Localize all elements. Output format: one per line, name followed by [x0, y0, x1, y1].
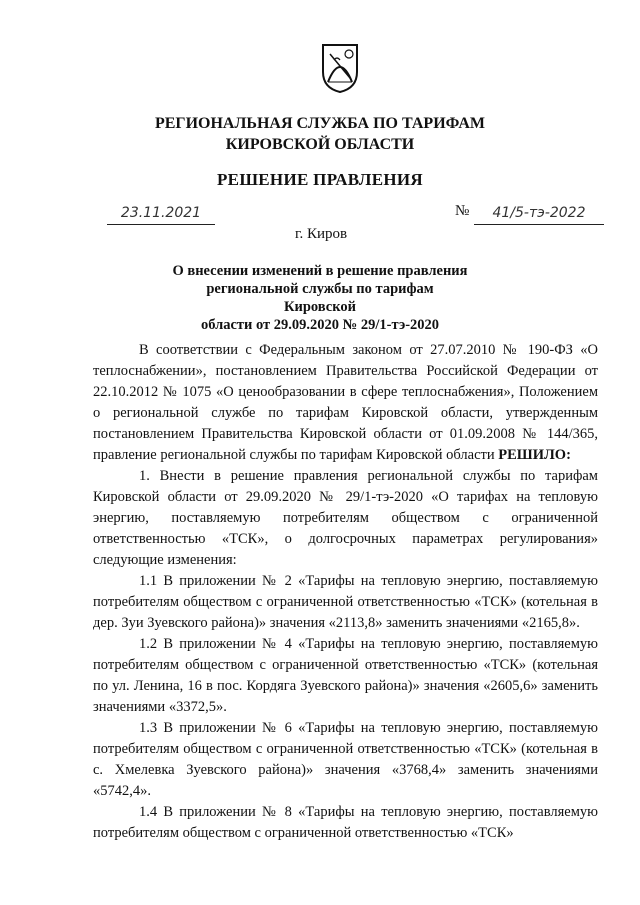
- coat-of-arms-icon: [320, 42, 360, 94]
- clause-1-3: 1.3 В приложении № 6 «Тарифы на тепловую энергию, поставляемую потребителям обществом с ограниченной ответственностью «ТСК» (котельная в с. Хмелевка Зуевского района)» значения «3768,4» заменить значениями «5742,4».: [93, 720, 598, 799]
- document-date: 23.11.2021: [107, 204, 215, 225]
- subject-line-3: области от 29.09.2020 № 29/1-тэ-2020: [200, 317, 440, 333]
- org-line-1: РЕГИОНАЛЬНАЯ СЛУЖБА ПО ТАРИФАМ: [154, 115, 486, 132]
- clause-1-4: 1.4 В приложении № 8 «Тарифы на тепловую энергию, поставляемую потребителям обществом с ограниченной ответственностью «ТСК»: [93, 804, 598, 841]
- subject-line-2: региональной службы по тарифам Кировской: [206, 281, 434, 315]
- document-title: РЕШЕНИЕ ПРАВЛЕНИЯ: [217, 170, 423, 189]
- org-line-2: КИРОВСКОЙ ОБЛАСТИ: [225, 136, 415, 153]
- preamble-text: В соответствии с Федеральным законом от 27.07.2010 № 190-ФЗ «О теплоснабжении», постановлением Правительства Российской Федерации от 22.10.2012 № 1075 «О ценообразовании в сфере теплоснабжения», Положением о региональной службе по тарифам Кировской области, утвержденным постановлением Правительства Кировской области от 01.09.2008 № 144/365, правление региональной службы по тарифам Кировской области: [93, 342, 598, 463]
- organization-name: [150, 113, 490, 155]
- document-body: [93, 340, 598, 844]
- document-number: 41/5-тэ-2022: [474, 204, 604, 225]
- city: г. Киров: [295, 226, 348, 242]
- subject-heading: [170, 262, 470, 334]
- clause-1: 1. Внести в решение правления региональной службы по тарифам Кировской области от 29.09.2020 № 29/1-тэ-2020 «О тарифах на тепловую энергию, поставляемую потребителям обществом с ограниченной ответственностью «ТСК», о долгосрочных параметрах регулирования» следующие изменения:: [93, 468, 598, 568]
- resolved-keyword: РЕШИЛО:: [498, 447, 571, 463]
- number-label: №: [455, 203, 470, 219]
- subject-line-1: О внесении изменений в решение правления: [172, 263, 468, 279]
- clause-1-1: 1.1 В приложении № 2 «Тарифы на тепловую энергию, поставляемую потребителям обществом с ограниченной ответственностью «ТСК» (котельная в дер. Зуи Зуевского района)» значения «2113,8» заменить значениями «2165,8».: [93, 573, 598, 631]
- preamble-paragraph: [93, 340, 598, 466]
- clause-1-2: 1.2 В приложении № 4 «Тарифы на тепловую энергию, поставляемую потребителям обществом с ограниченной ответственностью «ТСК» (котельная по ул. Ленина, 16 в пос. Кордяга Зуевского района)» значения «2605,6» заменить значениями «3372,5».: [93, 636, 598, 715]
